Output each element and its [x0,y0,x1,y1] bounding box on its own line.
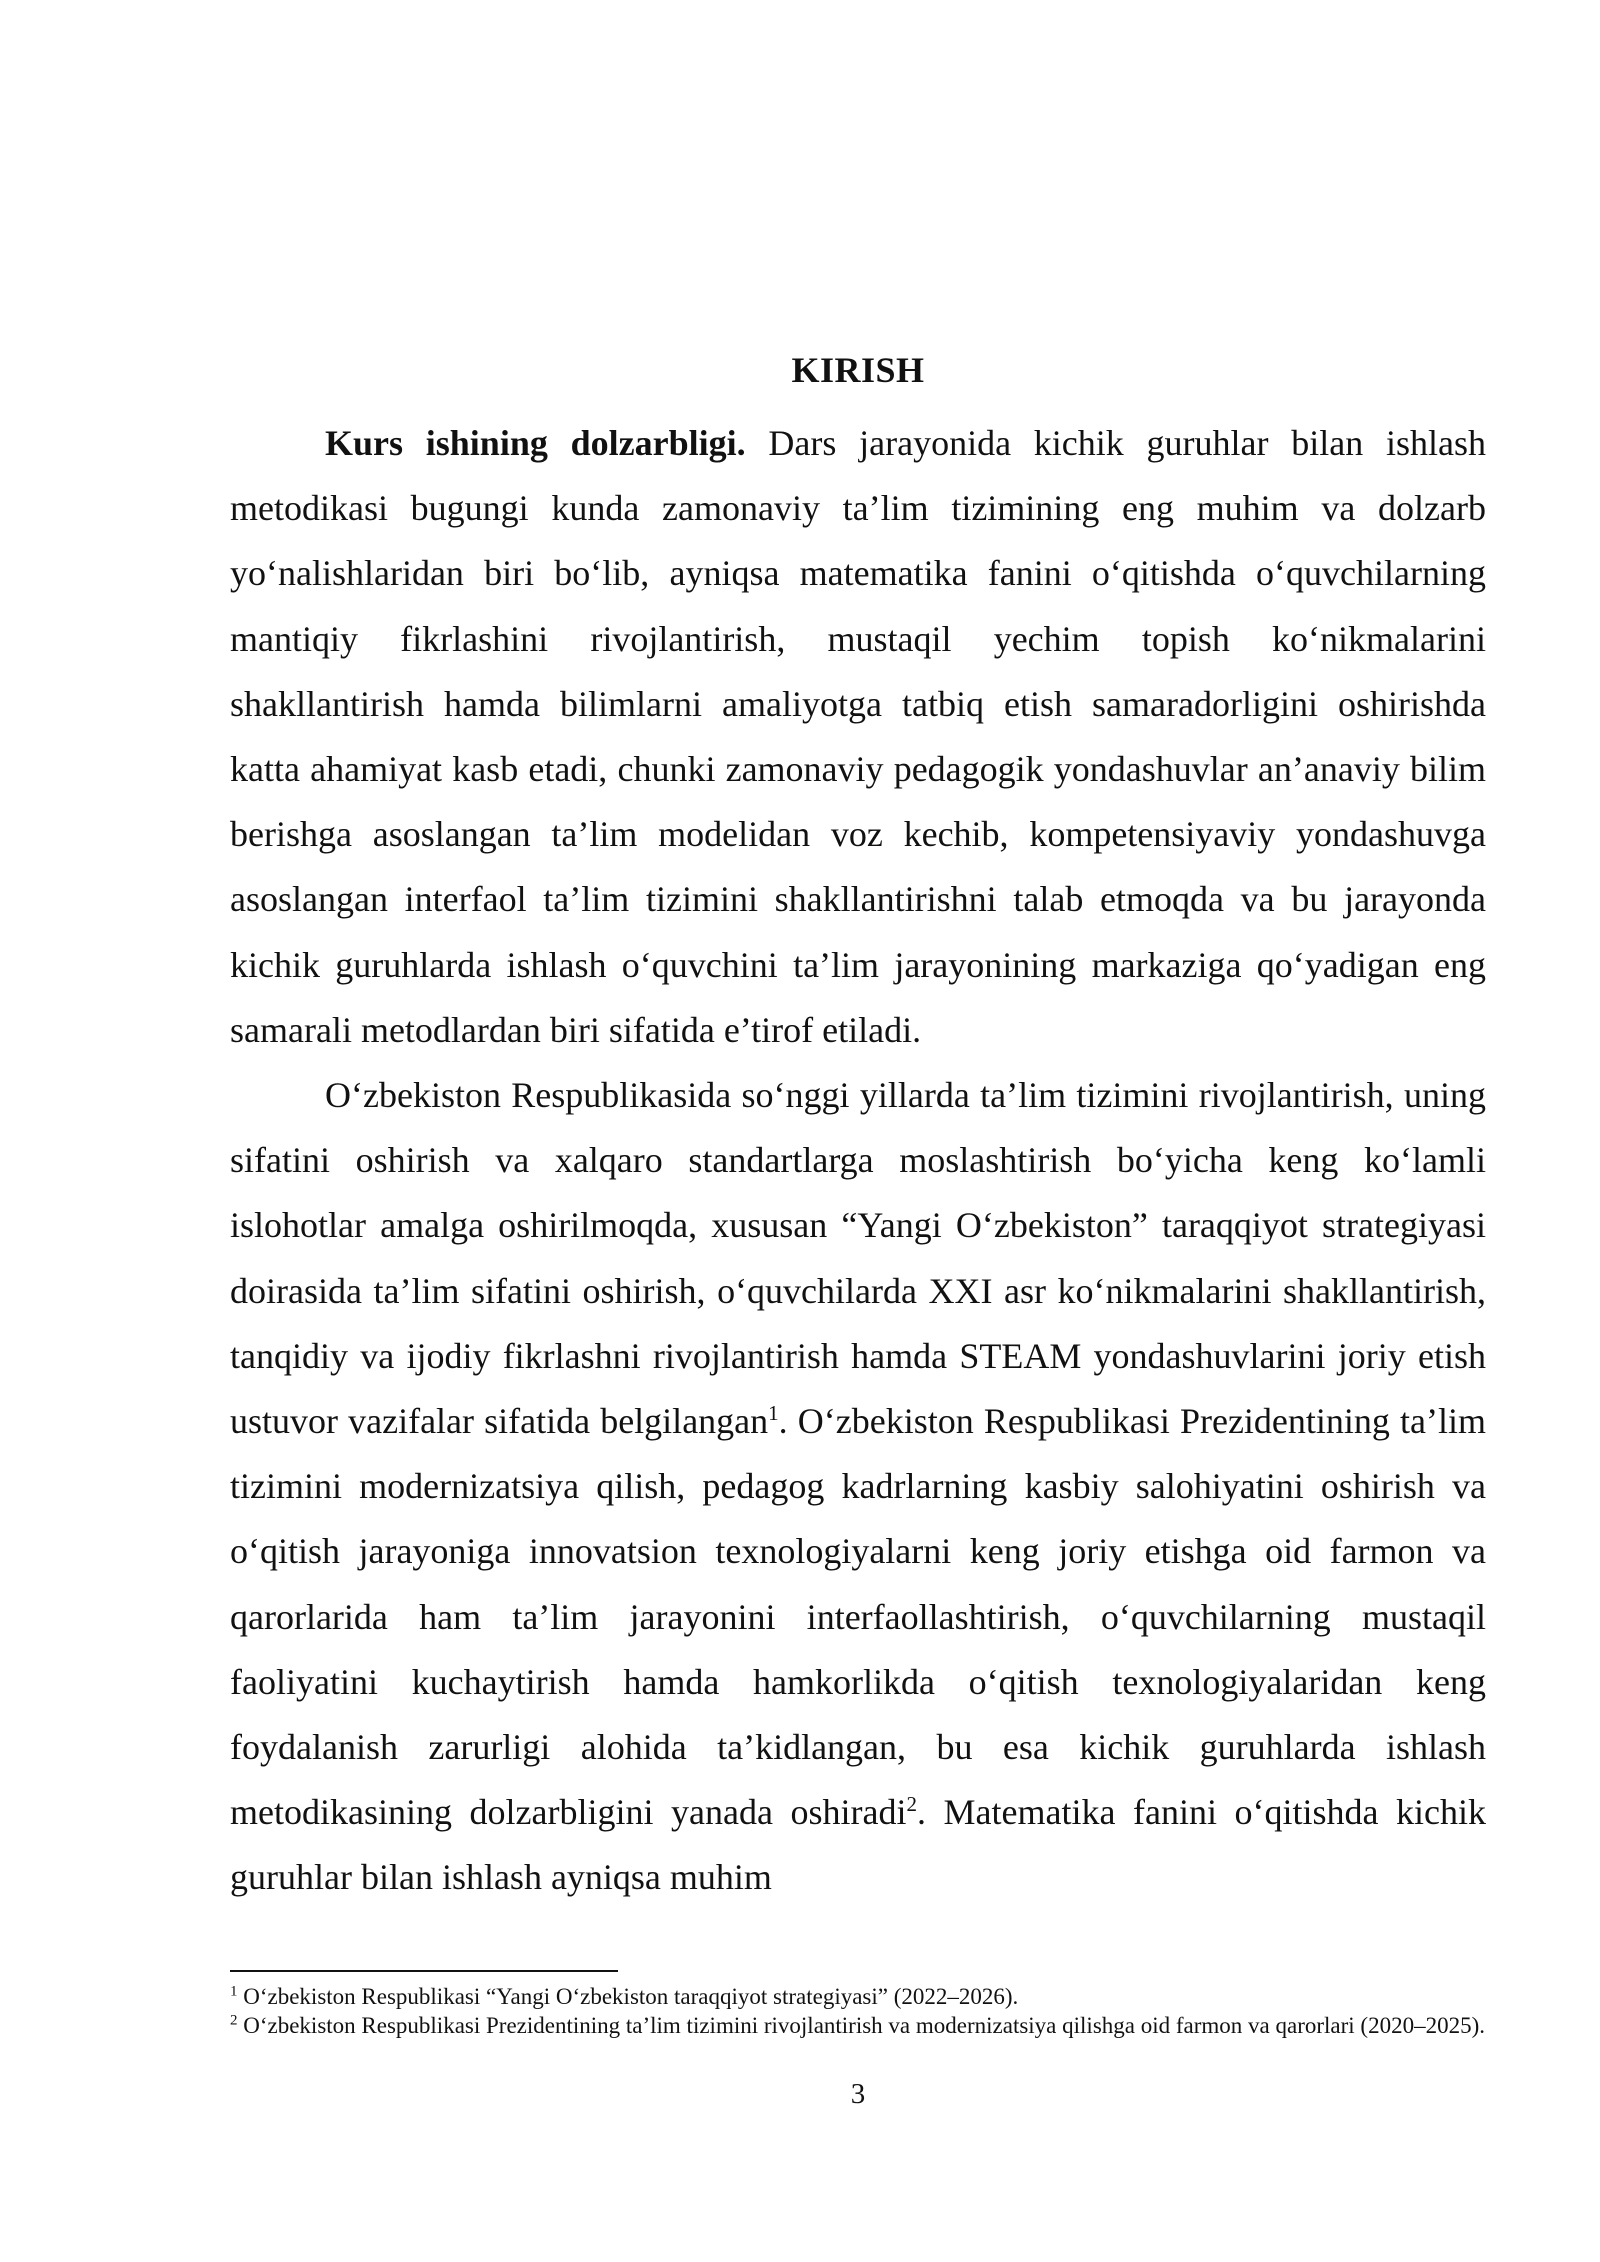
footnote-item [230,2011,1486,2040]
footnote-number: 1 [230,1983,238,2000]
paragraph-lead: Kurs ishining dolzarbligi. [325,423,746,463]
footnote-separator [230,1970,618,1972]
footnote-number: 2 [230,2012,238,2029]
footnote-text: O‘zbekiston Respublikasi Prezidentining ta’lim tizimini rivojlantirish va modernizatsiya qilishga oid farmon va qarorlari (2020–2025). [237,2013,1485,2038]
paragraph-text: Dars jarayonida kichik guruhlar bilan ishlash metodikasi bugungi kunda zamonaviy ta’lim tizimining eng muhim va dolzarb yo‘nalishlaridan biri bo‘lib, ayniqsa matematika fanini o‘qitishda o‘quvchilarning mantiqiy fikrlashini rivojlantirish, mustaqil yechim topish ko‘nikmalarini shakllantirish hamda bilimlarni amaliyotga tatbiq etish samaradorligini oshirishda katta ahamiyat kasb etadi, chunki zamonaviy pedagogik yondashuvlar an’anaviy bilim berishga asoslangan ta’lim modelidan voz kechib, kompetensiyaviy yondashuvga asoslangan interfaol ta’lim tizimini shakllantirishni talab etmoqda va bu jarayonda kichik guruhlarda ishlash o‘quvchini ta’lim jarayonining markaziga qo‘yadigan eng samarali metodlardan biri sifatida e’tirof etiladi. [230,423,1486,1050]
footnote-text: O‘zbekiston Respublikasi “Yangi O‘zbekiston taraqqiyot strategiyasi” (2022–2026). [237,1984,1019,2009]
section-heading: KIRISH [791,350,925,390]
paragraph-reforms [230,1063,1486,1911]
footnote-reference[interactable]: 1 [768,1401,779,1426]
paragraph-text: . O‘zbekiston Respublikasi Prezidentining ta’lim tizimini modernizatsiya qilish, pedagog kadrlarning kasbiy salohiyatini oshirish va o‘qitish jarayoniga innovatsion texnologiyalarni keng joriy etishga oid farmon va qarorlarida ham ta’lim jarayonini interfaollashtirish, o‘quvchilarning mustaqil faoliyatini kuchaytirish hamda hamkorlikda o‘qitish texnologiyalaridan keng foydalanish zarurligi alohida ta’kidlangan, bu esa kichik guruhlarda ishlash metodikasining dolzarbligini yanada oshiradi [230,1401,1486,1833]
paragraph-text: . Matematika fanini o‘qitishda kichik guruhlar bilan ishlash ayniqsa muhim [230,1792,1486,1898]
footnote-reference[interactable]: 2 [906,1792,917,1817]
paragraph-text: O‘zbekiston Respublikasida so‘nggi yillarda ta’lim tizimini rivojlantirish, uning sifatini oshirish va xalqaro standartlarga moslashtirish bo‘yicha keng ko‘lamli islohotlar amalga oshirilmoqda, xususan “Yangi O‘zbekiston” taraqqiyot strategiyasi doirasida ta’lim sifatini oshirish, o‘quvchilarda XXI asr ko‘nikmalarini shakllantirish, tanqidiy va ijodiy fikrlashni rivojlantirish hamda STEAM yondashuvlarini joriy etish ustuvor vazifalar sifatida belgilangan [230,1075,1486,1442]
page-number: 3 [850,2078,866,2110]
paragraph-relevance [230,411,1486,1063]
footnote-item [230,1982,1486,2011]
footnotes [230,1982,1486,2040]
body-text [230,345,1486,1911]
